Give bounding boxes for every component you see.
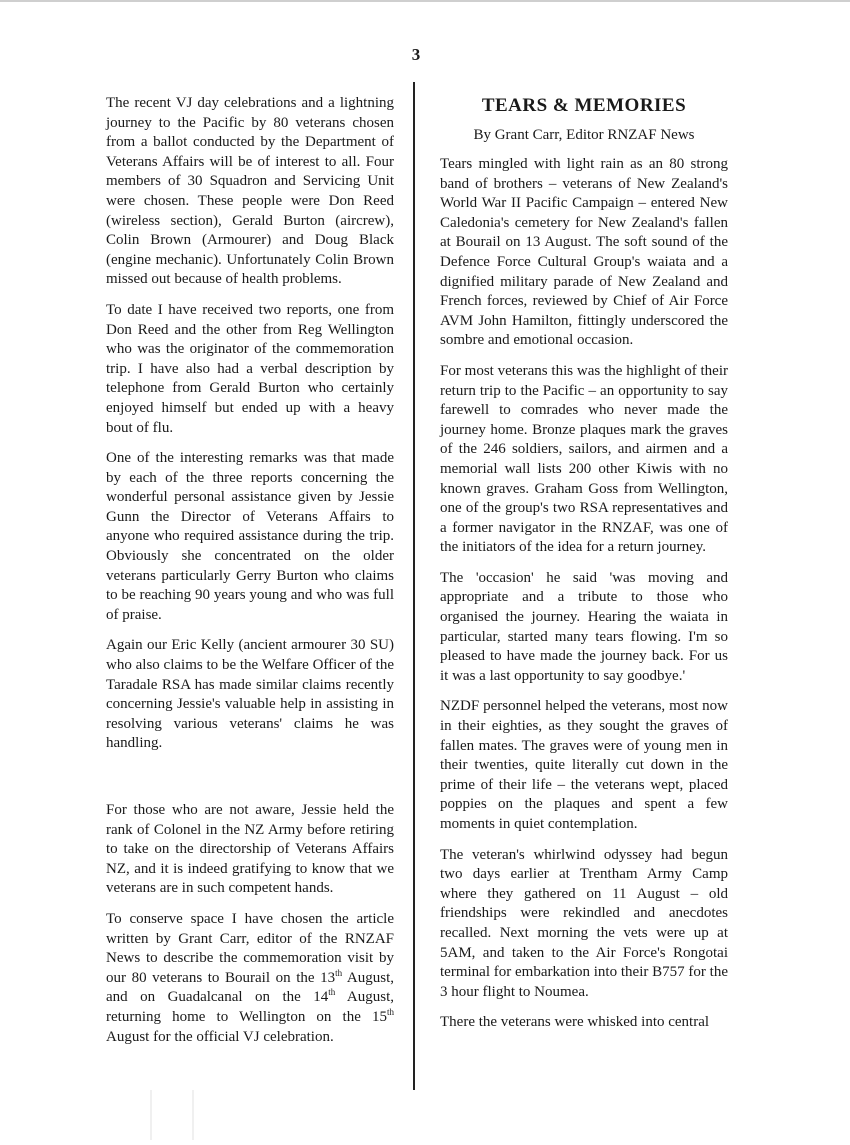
column-gap [106, 765, 394, 801]
left-paragraph-1: The recent VJ day celebrations and a lightning journey to the Pacific by 80 veterans chosen from a ballot conducted by the Department of Veterans Affairs will be of interest to all. Four members of 30 Squadron and Servicing Unit were chosen. These people were Don Reed (wireless section), Gerald Burton (aircrew), Colin Brown (Armourer) and Doug Black (engine mechanic). Unfortunately Colin Brown missed out because of health problems. [106, 95, 394, 288]
right-paragraph-2: For most veterans this was the highlight of their return trip to the Pacific – an opportunity to say farewell to comrades who never made the journey home. Bronze plaques mark the graves of the 246 soldiers, sailors, and airmen and a memorial wall lists 200 other Kiwis with no known graves. Graham Goss from Wellington, one of the group's two RSA representatives and a former navigator in the RNZAF, was one of the initiators of the idea for a return journey. [440, 362, 728, 556]
article-byline: By Grant Carr, Editor RNZAF News [473, 127, 695, 143]
left-paragraph-6-part1: To conserve space I have chosen the article written by Grant Carr, editor of the RNZAF News to describe the commemoration visit by our 80 veterans to Bourail on the 13 [106, 910, 394, 986]
scan-artifact [150, 1090, 194, 1140]
scan-edge [0, 0, 850, 2]
left-paragraph-3: One of the interesting remarks was that made by each of the three reports concerning the wonderful personal assistance given by Jessie Gunn the Director of Veterans Affairs to anyone who required assistance during the trip. Obviously she concentrated on the older veterans particularly Gerry Burton who claims to be reaching 90 years young and who was full of praise. [106, 450, 394, 623]
ordinal-suffix: th [386, 1006, 394, 1017]
right-paragraph-6: There the veterans were whisked into central [440, 1014, 710, 1031]
right-paragraph-4: NZDF personnel helped the veterans, most now in their eighties, as they sought the graves of fallen mates. The graves were of young men in their twenties, quite literally cut down in the prime of their life – the veterans wept, placed poppies on the plaques and spent a few moments in quiet contemplation. [440, 698, 728, 832]
right-column [440, 94, 728, 1044]
right-paragraph-5: The veteran's whirlwind odyssey had begun two days earlier at Trentham Army Camp where they gathered on 11 August – old friendships were rekindled and anecdotes recalled. Next morning the vets were up at 5AM, and taken to the Air Force's Rongotai terminal for embarkation into their B757 for the 3 hour flight to Noumea. [440, 846, 728, 1000]
right-paragraph-1: Tears mingled with light rain as an 80 strong band of brothers – veterans of New Zealand's World War II Pacific Campaign – entered New Caledonia's cemetery for New Zealand's fallen at Bourail on 13 August. The soft sound of the Defence Force Cultural Group's waiata and a dignified military parade of New Zealand and French forces, reviewed by Chief of Air Force AVM John Hamilton, fittingly underscored the sombre and emotional occasion. [440, 156, 728, 349]
left-paragraph-6-part4: August for the official VJ celebration. [106, 1028, 334, 1045]
right-paragraph-3: The 'occasion' he said 'was moving and appropriate and a tribute to those who organised the journey. Hearing the waiata in particular, started many tears flowing. I'm so pleased to have made the journey back. For us it was a last opportunity to say goodbye.' [440, 569, 728, 684]
left-column [106, 94, 394, 1058]
page-number: 3 [411, 45, 421, 64]
left-paragraph-6 [106, 910, 394, 1047]
left-paragraph-6-part2: August, and on Guadalcanal on the 14 [106, 969, 394, 1006]
left-paragraph-2: To date I have received two reports, one from Don Reed and the other from Reg Wellington who was the originator of the commemoration trip. I have also had a verbal description by telephone from Gerald Burton who certainly enjoyed himself but ended up with a heavy bout of flu. [106, 301, 394, 436]
column-divider [413, 82, 415, 1090]
ordinal-suffix: th [328, 987, 336, 998]
article-title: TEARS & MEMORIES [481, 95, 687, 116]
ordinal-suffix: th [335, 967, 343, 978]
left-paragraph-6-part3: August, returning home to Wellington on the 15 [106, 989, 394, 1025]
left-paragraph-5: For those who are not aware, Jessie held the rank of Colonel in the NZ Army before retiring to take on the directorship of Veterans Affairs NZ, and it is indeed gratifying to know that we veterans are in such competent hands. [106, 802, 394, 897]
left-paragraph-4: Again our Eric Kelly (ancient armourer 30 SU) who also claims to be the Welfare Officer of the Taradale RSA has made similar claims recently concerning Jessie's valuable help in assisting in resolving various veterans' claims he was handling. [106, 637, 394, 752]
